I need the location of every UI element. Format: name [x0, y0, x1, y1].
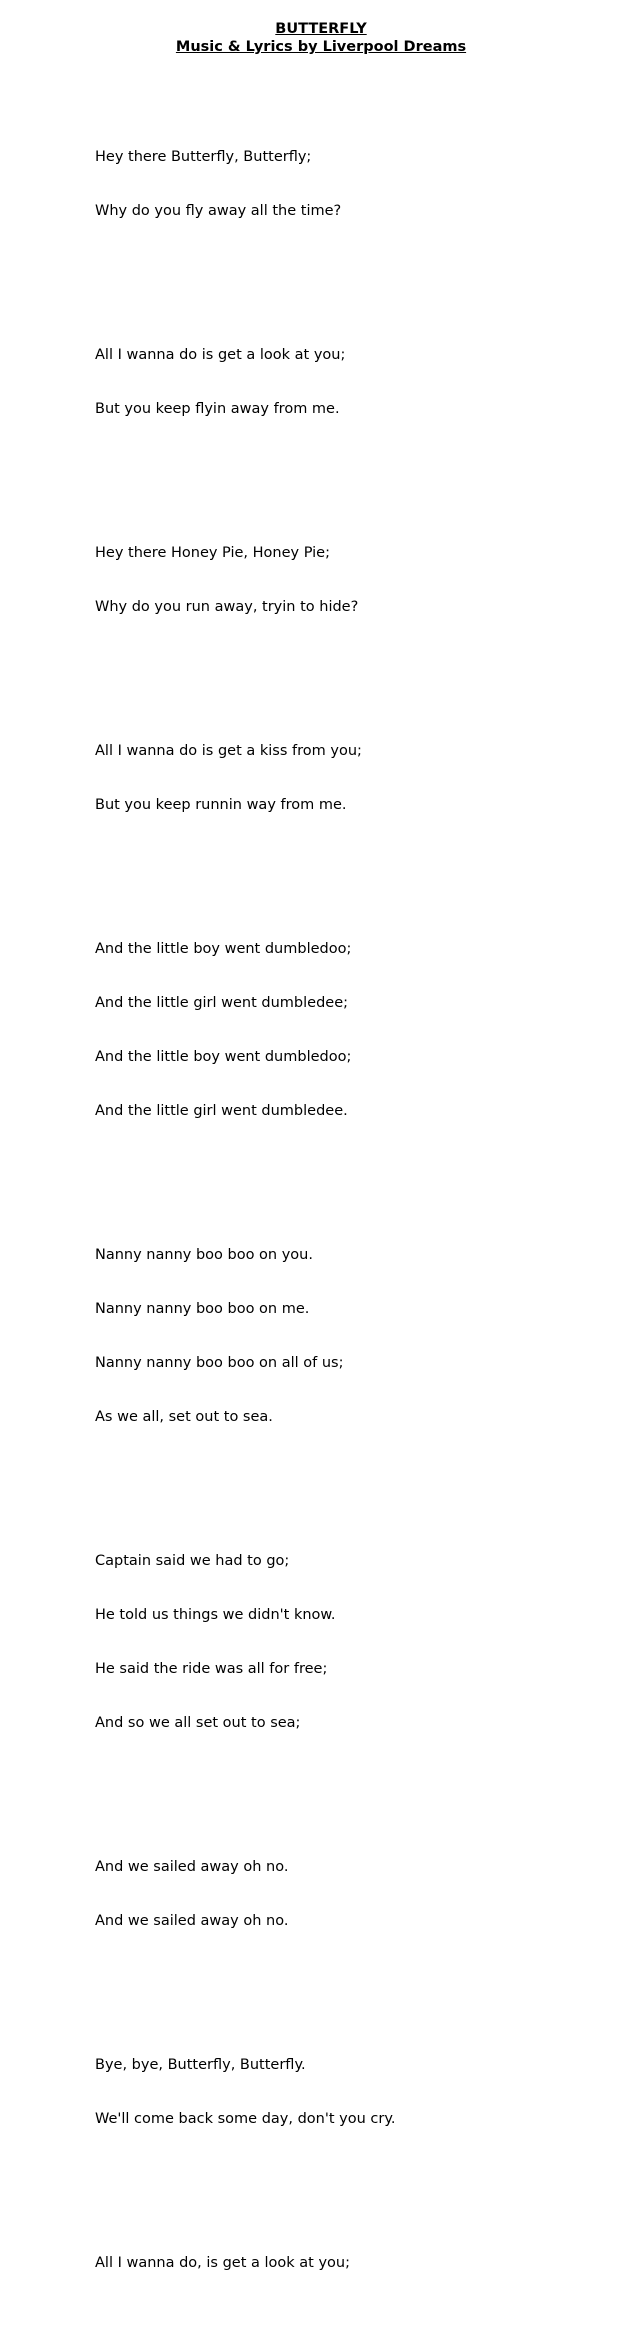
- lyric-line: And we sailed away oh no.: [95, 1913, 289, 1929]
- lyric-line: As we all, set out to sea.: [95, 1409, 273, 1425]
- stanza-2: [95, 310, 395, 454]
- stanza-6: [95, 1210, 395, 1462]
- stanza-1: [95, 112, 395, 256]
- stanza-10: [95, 2218, 395, 2308]
- stanza-4: [95, 706, 395, 850]
- lyric-line: He told us things we didn't know.: [95, 1607, 336, 1623]
- lyric-line: And the little girl went dumbledee.: [95, 1103, 348, 1119]
- lyric-line: Nanny nanny boo boo on you.: [95, 1247, 313, 1263]
- lyric-line: But you keep runnin way from me.: [95, 797, 347, 813]
- song-title: BUTTERFLY: [275, 21, 367, 37]
- lyric-line: And the little boy went dumbledoo;: [95, 941, 352, 957]
- lyric-line: Hey there Butterfly, Butterfly;: [95, 149, 312, 165]
- lyric-line: And so we all set out to sea;: [95, 1715, 301, 1731]
- stanza-7: [95, 1516, 395, 1768]
- stanza-3: [95, 508, 395, 652]
- lyric-line: Hey there Honey Pie, Honey Pie;: [95, 545, 330, 561]
- lyric-line: All I wanna do, is get a look at you;: [95, 2255, 350, 2271]
- lyric-line: All I wanna do is get a kiss from you;: [95, 743, 362, 759]
- lyric-line: We'll come back some day, don't you cry.: [95, 2111, 396, 2127]
- lyric-line: All I wanna do is get a look at you;: [95, 347, 346, 363]
- stanza-8: [95, 1822, 395, 1966]
- stanza-9: [95, 2020, 395, 2164]
- lyric-line: But you keep flyin away from me.: [95, 401, 340, 417]
- lyrics-body: [95, 76, 395, 2344]
- lyric-line: Why do you run away, tryin to hide?: [95, 599, 359, 615]
- lyric-line: And the little boy went dumbledoo;: [95, 1049, 352, 1065]
- lyric-line: Captain said we had to go;: [95, 1553, 290, 1569]
- lyric-line: He said the ride was all for free;: [95, 1661, 328, 1677]
- lyric-line: Nanny nanny boo boo on me.: [95, 1301, 310, 1317]
- lyric-line: Nanny nanny boo boo on all of us;: [95, 1355, 344, 1371]
- song-credits: Music & Lyrics by Liverpool Dreams: [175, 39, 467, 55]
- lyric-line: Why do you fly away all the time?: [95, 203, 342, 219]
- document-header: [0, 20, 642, 56]
- lyric-line: Bye, bye, Butterfly, Butterfly.: [95, 2057, 306, 2073]
- stanza-5: [95, 904, 395, 1156]
- lyric-line: And the little girl went dumbledee;: [95, 995, 349, 1011]
- lyric-line: And we sailed away oh no.: [95, 1859, 289, 1875]
